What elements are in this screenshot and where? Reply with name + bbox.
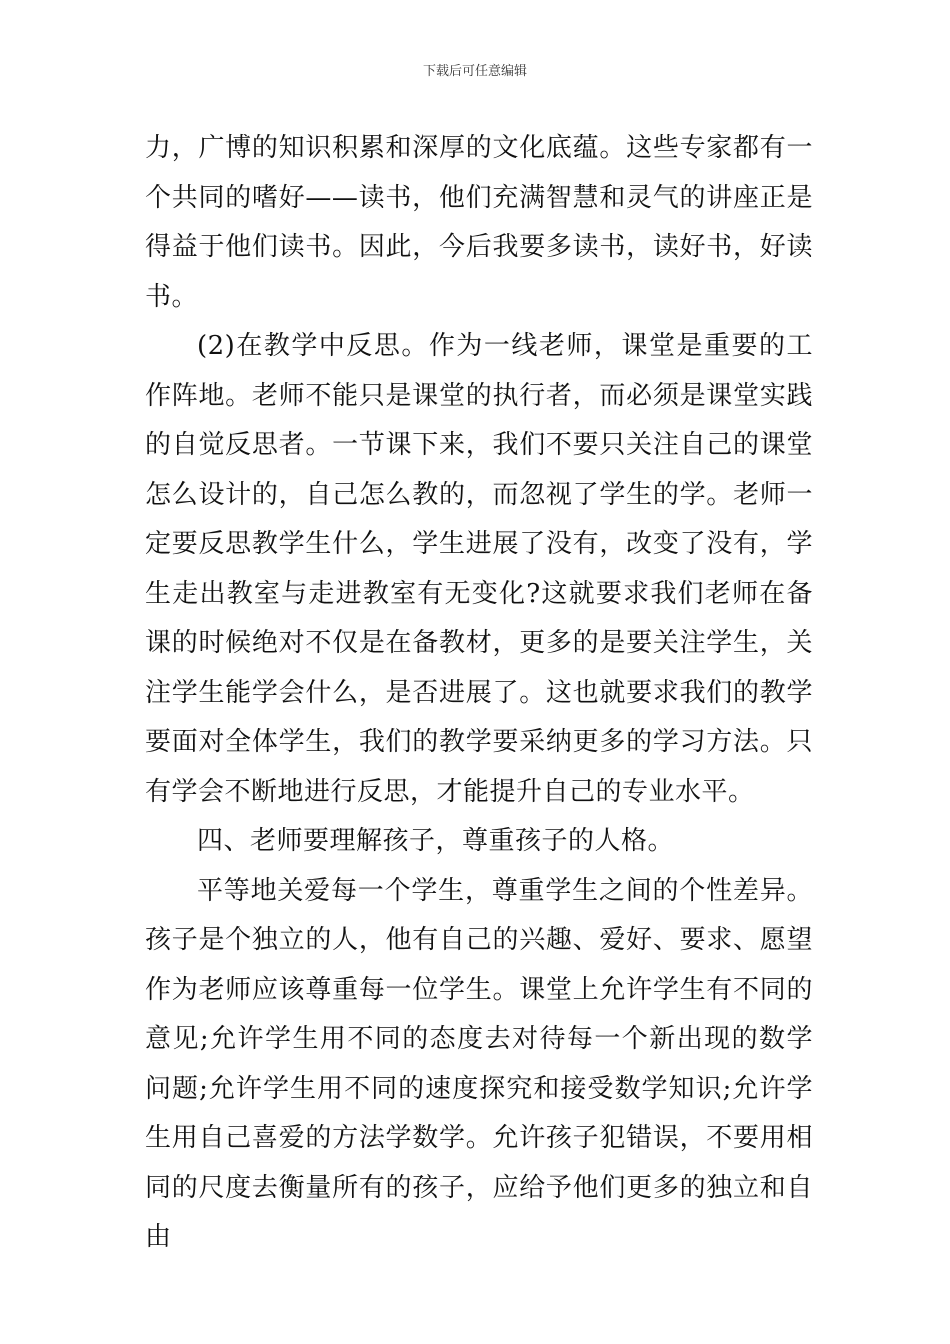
document-body xyxy=(145,124,813,1263)
paragraph-reflection-in-teaching: (2)在教学中反思。作为一线老师，课堂是重要的工作阵地。老师不能只是课堂的执行者，而必须是课堂实践的自觉反思者。一节课下来，我们不要只关注自己的课堂怎么设计的，自己怎么教的，而忽视了学生的学。老师一定要反思教学生什么，学生进展了没有，改变了没有，学生走出教室与走进教室有无变化?这就要求我们老师在备课的时候绝对不仅是在备教材，更多的是要关注学生，关注学生能学会什么，是否进展了。这也就要求我们的教学要面对全体学生，我们的教学要采纳更多的学习方法。只有学会不断地进行反思，才能提升自己的专业水平。 xyxy=(145,331,813,807)
paragraph-respect-students: 平等地关爱每一个学生，尊重学生之间的个性差异。孩子是个独立的人，他有自己的兴趣、爱好、要求、愿望作为老师应该尊重每一位学生。课堂上允许学生有不同的意见;允许学生用不同的态度去对待每一个新出现的数学问题;允许学生用不同的速度探究和接受数学知识;允许学生用自己喜爱的方法学数学。允许孩子犯错误，不要用相同的尺度去衡量所有的孩子，应给予他们更多的独立和自由 xyxy=(145,875,813,1252)
paragraph-reading-continuation: 力，广博的知识积累和深厚的文化底蕴。这些专家都有一个共同的嗜好——读书，他们充满智慧和灵气的讲座正是得益于他们读书。因此，今后我要多读书，读好书，好读书。 xyxy=(145,133,813,312)
page-header-note: 下载后可任意编辑 xyxy=(422,64,527,79)
section-heading-four: 四、老师要理解孩子，尊重孩子的人格。 xyxy=(197,826,675,856)
